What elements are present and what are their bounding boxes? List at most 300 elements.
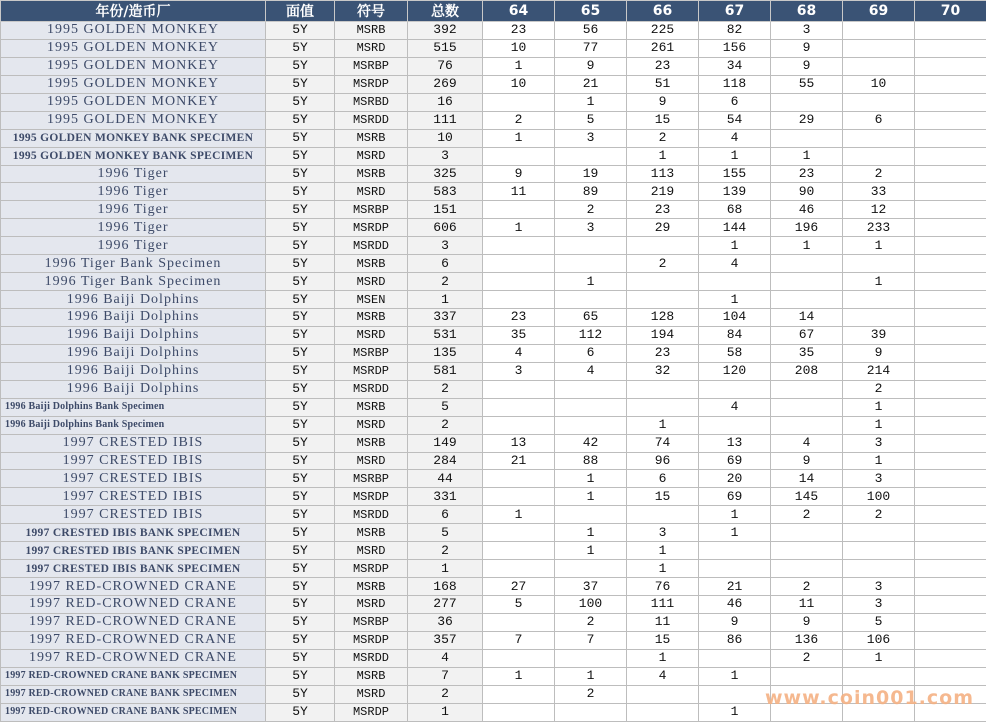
grade-70-cell	[915, 183, 986, 201]
grade-65-cell: 65	[555, 309, 627, 327]
face-value-cell: 5Y	[266, 613, 335, 631]
total-cell: 44	[408, 470, 483, 488]
total-cell: 2	[408, 416, 483, 434]
grade-70-cell	[915, 488, 986, 506]
grade-70-cell	[915, 542, 986, 560]
grade-66-cell: 29	[627, 219, 699, 237]
grade-64-cell: 10	[483, 75, 555, 93]
face-value-cell: 5Y	[266, 560, 335, 578]
grade-68-cell: 9	[771, 452, 843, 470]
total-cell: 168	[408, 578, 483, 596]
grade-64-cell: 13	[483, 434, 555, 452]
total-cell: 16	[408, 93, 483, 111]
grade-70-cell	[915, 111, 986, 129]
grade-65-cell: 2	[555, 685, 627, 703]
grade-67-cell	[699, 416, 771, 434]
header-grade-64: 64	[483, 1, 555, 22]
grade-70-cell	[915, 631, 986, 649]
table-row	[1, 147, 986, 165]
grade-65-cell: 1	[555, 542, 627, 560]
symbol-cell: MSRD	[335, 685, 408, 703]
grade-64-cell: 10	[483, 39, 555, 57]
table-row	[1, 578, 986, 596]
face-value-cell: 5Y	[266, 326, 335, 344]
grade-68-cell: 14	[771, 309, 843, 327]
grade-66-cell	[627, 703, 699, 721]
grade-66-cell: 225	[627, 22, 699, 40]
symbol-cell: MSRDP	[335, 631, 408, 649]
grade-67-cell: 1	[699, 524, 771, 542]
table-row	[1, 237, 986, 255]
grade-64-cell: 1	[483, 667, 555, 685]
face-value-cell: 5Y	[266, 201, 335, 219]
grade-67-cell: 20	[699, 470, 771, 488]
grade-66-cell: 74	[627, 434, 699, 452]
coin-name-cell: 1996 Tiger	[1, 201, 266, 219]
grade-69-cell	[843, 147, 915, 165]
table-row	[1, 506, 986, 524]
table-row	[1, 631, 986, 649]
table-row	[1, 452, 986, 470]
grade-68-cell	[771, 291, 843, 309]
grade-67-cell: 104	[699, 309, 771, 327]
grade-70-cell	[915, 470, 986, 488]
grade-65-cell: 9	[555, 57, 627, 75]
table-row	[1, 380, 986, 398]
grade-69-cell: 214	[843, 362, 915, 380]
grade-69-cell	[843, 129, 915, 147]
grade-66-cell: 219	[627, 183, 699, 201]
grade-67-cell: 156	[699, 39, 771, 57]
total-cell: 3	[408, 147, 483, 165]
symbol-cell: MSRB	[335, 309, 408, 327]
symbol-cell: MSRB	[335, 165, 408, 183]
grade-70-cell	[915, 219, 986, 237]
grade-69-cell: 1	[843, 649, 915, 667]
grade-68-cell: 29	[771, 111, 843, 129]
grade-67-cell: 54	[699, 111, 771, 129]
grade-65-cell: 5	[555, 111, 627, 129]
symbol-cell: MSRD	[335, 147, 408, 165]
grade-65-cell: 89	[555, 183, 627, 201]
grade-64-cell	[483, 524, 555, 542]
grade-70-cell	[915, 273, 986, 291]
grade-68-cell: 23	[771, 165, 843, 183]
grade-65-cell	[555, 147, 627, 165]
coin-name-cell: 1997 CRESTED IBIS	[1, 470, 266, 488]
symbol-cell: MSRB	[335, 398, 408, 416]
grade-64-cell	[483, 613, 555, 631]
grade-67-cell: 58	[699, 344, 771, 362]
grade-65-cell: 37	[555, 578, 627, 596]
symbol-cell: MSRDP	[335, 703, 408, 721]
grade-69-cell	[843, 22, 915, 40]
grade-69-cell: 1	[843, 237, 915, 255]
watermark: www.coin001.com	[765, 687, 974, 709]
grade-65-cell: 100	[555, 596, 627, 614]
grade-67-cell	[699, 649, 771, 667]
grade-67-cell: 1	[699, 703, 771, 721]
coin-name-cell: 1997 CRESTED IBIS	[1, 506, 266, 524]
face-value-cell: 5Y	[266, 93, 335, 111]
grade-65-cell	[555, 398, 627, 416]
table-row	[1, 273, 986, 291]
grade-64-cell	[483, 255, 555, 273]
total-cell: 4	[408, 649, 483, 667]
grade-67-cell: 21	[699, 578, 771, 596]
total-cell: 111	[408, 111, 483, 129]
total-cell: 2	[408, 273, 483, 291]
table-row	[1, 291, 986, 309]
grade-69-cell	[843, 57, 915, 75]
grade-64-cell	[483, 380, 555, 398]
grade-70-cell	[915, 75, 986, 93]
symbol-cell: MSRD	[335, 452, 408, 470]
face-value-cell: 5Y	[266, 506, 335, 524]
coin-name-cell: 1996 Baiji Dolphins	[1, 326, 266, 344]
grade-70-cell	[915, 291, 986, 309]
grade-69-cell: 1	[843, 452, 915, 470]
grade-65-cell: 88	[555, 452, 627, 470]
grade-66-cell: 1	[627, 649, 699, 667]
grade-69-cell	[843, 542, 915, 560]
grade-69-cell	[843, 560, 915, 578]
table-row	[1, 613, 986, 631]
grade-68-cell	[771, 542, 843, 560]
grade-67-cell: 84	[699, 326, 771, 344]
grade-67-cell: 4	[699, 129, 771, 147]
grade-69-cell: 233	[843, 219, 915, 237]
header-row	[1, 1, 986, 22]
grade-66-cell: 76	[627, 578, 699, 596]
symbol-cell: MSRDP	[335, 488, 408, 506]
grade-69-cell: 106	[843, 631, 915, 649]
face-value-cell: 5Y	[266, 57, 335, 75]
total-cell: 1	[408, 291, 483, 309]
coin-name-cell: 1997 RED-CROWNED CRANE	[1, 578, 266, 596]
symbol-cell: MSRDD	[335, 237, 408, 255]
grade-70-cell	[915, 578, 986, 596]
grade-67-cell	[699, 273, 771, 291]
grade-66-cell: 111	[627, 596, 699, 614]
grade-68-cell: 55	[771, 75, 843, 93]
face-value-cell: 5Y	[266, 524, 335, 542]
grade-69-cell: 5	[843, 613, 915, 631]
grade-66-cell	[627, 237, 699, 255]
grade-64-cell: 3	[483, 362, 555, 380]
face-value-cell: 5Y	[266, 183, 335, 201]
grade-70-cell	[915, 452, 986, 470]
header-total: 总数	[408, 1, 483, 22]
grade-66-cell	[627, 273, 699, 291]
symbol-cell: MSRBP	[335, 613, 408, 631]
grade-64-cell: 9	[483, 165, 555, 183]
grade-67-cell	[699, 380, 771, 398]
grade-70-cell	[915, 326, 986, 344]
total-cell: 515	[408, 39, 483, 57]
grade-64-cell	[483, 685, 555, 703]
grade-64-cell: 23	[483, 22, 555, 40]
grade-69-cell	[843, 255, 915, 273]
symbol-cell: MSRD	[335, 39, 408, 57]
coin-name-cell: 1995 GOLDEN MONKEY BANK SPECIMEN	[1, 129, 266, 147]
grade-70-cell	[915, 22, 986, 40]
coin-name-cell: 1997 RED-CROWNED CRANE BANK SPECIMEN	[1, 667, 266, 685]
grade-65-cell: 19	[555, 165, 627, 183]
grade-64-cell	[483, 560, 555, 578]
grade-65-cell	[555, 506, 627, 524]
grade-69-cell: 3	[843, 470, 915, 488]
grade-68-cell	[771, 560, 843, 578]
face-value-cell: 5Y	[266, 685, 335, 703]
grade-64-cell: 1	[483, 506, 555, 524]
grade-66-cell: 23	[627, 344, 699, 362]
grade-69-cell: 3	[843, 434, 915, 452]
total-cell: 331	[408, 488, 483, 506]
grade-64-cell: 27	[483, 578, 555, 596]
grade-66-cell: 9	[627, 93, 699, 111]
total-cell: 606	[408, 219, 483, 237]
grade-64-cell	[483, 470, 555, 488]
grade-66-cell	[627, 685, 699, 703]
table-row	[1, 542, 986, 560]
table-row	[1, 560, 986, 578]
coin-name-cell: 1995 GOLDEN MONKEY BANK SPECIMEN	[1, 147, 266, 165]
face-value-cell: 5Y	[266, 237, 335, 255]
table-row	[1, 255, 986, 273]
total-cell: 6	[408, 506, 483, 524]
grade-67-cell	[699, 542, 771, 560]
coin-name-cell: 1996 Baiji Dolphins	[1, 291, 266, 309]
grade-66-cell: 6	[627, 470, 699, 488]
symbol-cell: MSRDP	[335, 219, 408, 237]
grade-65-cell: 1	[555, 667, 627, 685]
grade-64-cell	[483, 416, 555, 434]
symbol-cell: MSRBP	[335, 470, 408, 488]
grade-65-cell: 1	[555, 524, 627, 542]
grade-70-cell	[915, 93, 986, 111]
grade-70-cell	[915, 165, 986, 183]
grade-65-cell: 2	[555, 201, 627, 219]
grade-65-cell: 77	[555, 39, 627, 57]
grade-64-cell	[483, 703, 555, 721]
grade-67-cell: 46	[699, 596, 771, 614]
total-cell: 1	[408, 703, 483, 721]
symbol-cell: MSRD	[335, 596, 408, 614]
face-value-cell: 5Y	[266, 398, 335, 416]
grade-69-cell: 2	[843, 380, 915, 398]
grade-69-cell	[843, 524, 915, 542]
grade-65-cell: 1	[555, 93, 627, 111]
table-row	[1, 57, 986, 75]
symbol-cell: MSRDP	[335, 560, 408, 578]
coin-name-cell: 1997 RED-CROWNED CRANE	[1, 613, 266, 631]
total-cell: 76	[408, 57, 483, 75]
grade-64-cell	[483, 488, 555, 506]
grade-68-cell: 2	[771, 578, 843, 596]
grade-67-cell: 69	[699, 488, 771, 506]
grade-66-cell: 51	[627, 75, 699, 93]
table-row	[1, 93, 986, 111]
grade-66-cell: 128	[627, 309, 699, 327]
grade-68-cell: 2	[771, 649, 843, 667]
grade-70-cell	[915, 649, 986, 667]
grade-64-cell: 5	[483, 596, 555, 614]
symbol-cell: MSRD	[335, 273, 408, 291]
grade-70-cell	[915, 434, 986, 452]
header-face-value: 面值	[266, 1, 335, 22]
table-row	[1, 165, 986, 183]
face-value-cell: 5Y	[266, 129, 335, 147]
grade-66-cell: 194	[627, 326, 699, 344]
face-value-cell: 5Y	[266, 452, 335, 470]
symbol-cell: MSRB	[335, 22, 408, 40]
grade-69-cell: 33	[843, 183, 915, 201]
total-cell: 583	[408, 183, 483, 201]
grade-66-cell	[627, 291, 699, 309]
grade-66-cell: 261	[627, 39, 699, 57]
grade-66-cell	[627, 506, 699, 524]
total-cell: 149	[408, 434, 483, 452]
coin-name-cell: 1997 RED-CROWNED CRANE BANK SPECIMEN	[1, 703, 266, 721]
total-cell: 2	[408, 380, 483, 398]
grade-67-cell: 86	[699, 631, 771, 649]
table-row	[1, 39, 986, 57]
grade-70-cell	[915, 129, 986, 147]
grade-64-cell	[483, 649, 555, 667]
grade-67-cell: 1	[699, 237, 771, 255]
total-cell: 277	[408, 596, 483, 614]
grade-64-cell	[483, 273, 555, 291]
grade-68-cell: 136	[771, 631, 843, 649]
total-cell: 269	[408, 75, 483, 93]
face-value-cell: 5Y	[266, 273, 335, 291]
grade-68-cell	[771, 273, 843, 291]
symbol-cell: MSRBD	[335, 93, 408, 111]
symbol-cell: MSRB	[335, 129, 408, 147]
header-grade-69: 69	[843, 1, 915, 22]
grade-69-cell: 39	[843, 326, 915, 344]
face-value-cell: 5Y	[266, 667, 335, 685]
face-value-cell: 5Y	[266, 75, 335, 93]
table-row	[1, 470, 986, 488]
header-year-mint: 年份/造币厂	[1, 1, 266, 22]
header-symbol: 符号	[335, 1, 408, 22]
total-cell: 2	[408, 685, 483, 703]
coin-name-cell: 1995 GOLDEN MONKEY	[1, 93, 266, 111]
grade-66-cell: 113	[627, 165, 699, 183]
grade-65-cell	[555, 255, 627, 273]
coin-name-cell: 1995 GOLDEN MONKEY	[1, 75, 266, 93]
grade-69-cell: 1	[843, 398, 915, 416]
grade-68-cell	[771, 667, 843, 685]
table-row	[1, 416, 986, 434]
grade-68-cell: 4	[771, 434, 843, 452]
grade-68-cell: 9	[771, 39, 843, 57]
coin-name-cell: 1996 Tiger	[1, 183, 266, 201]
face-value-cell: 5Y	[266, 649, 335, 667]
grade-70-cell	[915, 39, 986, 57]
symbol-cell: MSRB	[335, 578, 408, 596]
grade-64-cell: 4	[483, 344, 555, 362]
grade-66-cell	[627, 380, 699, 398]
grade-66-cell: 15	[627, 111, 699, 129]
face-value-cell: 5Y	[266, 165, 335, 183]
grade-64-cell	[483, 291, 555, 309]
grade-68-cell: 9	[771, 613, 843, 631]
grade-70-cell	[915, 309, 986, 327]
grade-68-cell	[771, 416, 843, 434]
face-value-cell: 5Y	[266, 631, 335, 649]
table-row	[1, 398, 986, 416]
grade-68-cell: 11	[771, 596, 843, 614]
grade-66-cell: 32	[627, 362, 699, 380]
face-value-cell: 5Y	[266, 344, 335, 362]
table-row	[1, 326, 986, 344]
grade-65-cell	[555, 703, 627, 721]
grade-65-cell	[555, 416, 627, 434]
table-row	[1, 201, 986, 219]
grade-66-cell: 1	[627, 416, 699, 434]
symbol-cell: MSRB	[335, 667, 408, 685]
grade-68-cell: 90	[771, 183, 843, 201]
grade-65-cell: 21	[555, 75, 627, 93]
total-cell: 3	[408, 237, 483, 255]
grade-66-cell: 4	[627, 667, 699, 685]
grade-67-cell	[699, 685, 771, 703]
grade-68-cell: 1	[771, 237, 843, 255]
total-cell: 151	[408, 201, 483, 219]
coin-name-cell: 1995 GOLDEN MONKEY	[1, 39, 266, 57]
table-row	[1, 129, 986, 147]
total-cell: 135	[408, 344, 483, 362]
grade-65-cell: 3	[555, 219, 627, 237]
grade-66-cell: 23	[627, 201, 699, 219]
grade-65-cell	[555, 291, 627, 309]
total-cell: 284	[408, 452, 483, 470]
symbol-cell: MSRB	[335, 255, 408, 273]
grade-67-cell: 1	[699, 506, 771, 524]
total-cell: 325	[408, 165, 483, 183]
symbol-cell: MSRDD	[335, 649, 408, 667]
grade-67-cell: 155	[699, 165, 771, 183]
grade-67-cell: 9	[699, 613, 771, 631]
grade-70-cell	[915, 524, 986, 542]
face-value-cell: 5Y	[266, 488, 335, 506]
grade-68-cell	[771, 524, 843, 542]
grade-68-cell	[771, 93, 843, 111]
table-row	[1, 434, 986, 452]
grade-70-cell	[915, 201, 986, 219]
symbol-cell: MSRB	[335, 434, 408, 452]
grade-64-cell: 21	[483, 452, 555, 470]
grade-68-cell: 196	[771, 219, 843, 237]
grade-68-cell: 9	[771, 57, 843, 75]
symbol-cell: MSRDD	[335, 111, 408, 129]
table-row	[1, 488, 986, 506]
face-value-cell: 5Y	[266, 470, 335, 488]
table-row	[1, 344, 986, 362]
grade-68-cell	[771, 255, 843, 273]
total-cell: 337	[408, 309, 483, 327]
grade-67-cell: 4	[699, 255, 771, 273]
grade-70-cell	[915, 362, 986, 380]
symbol-cell: MSRD	[335, 542, 408, 560]
grade-68-cell: 2	[771, 506, 843, 524]
symbol-cell: MSRDP	[335, 75, 408, 93]
grade-65-cell	[555, 380, 627, 398]
total-cell: 5	[408, 524, 483, 542]
